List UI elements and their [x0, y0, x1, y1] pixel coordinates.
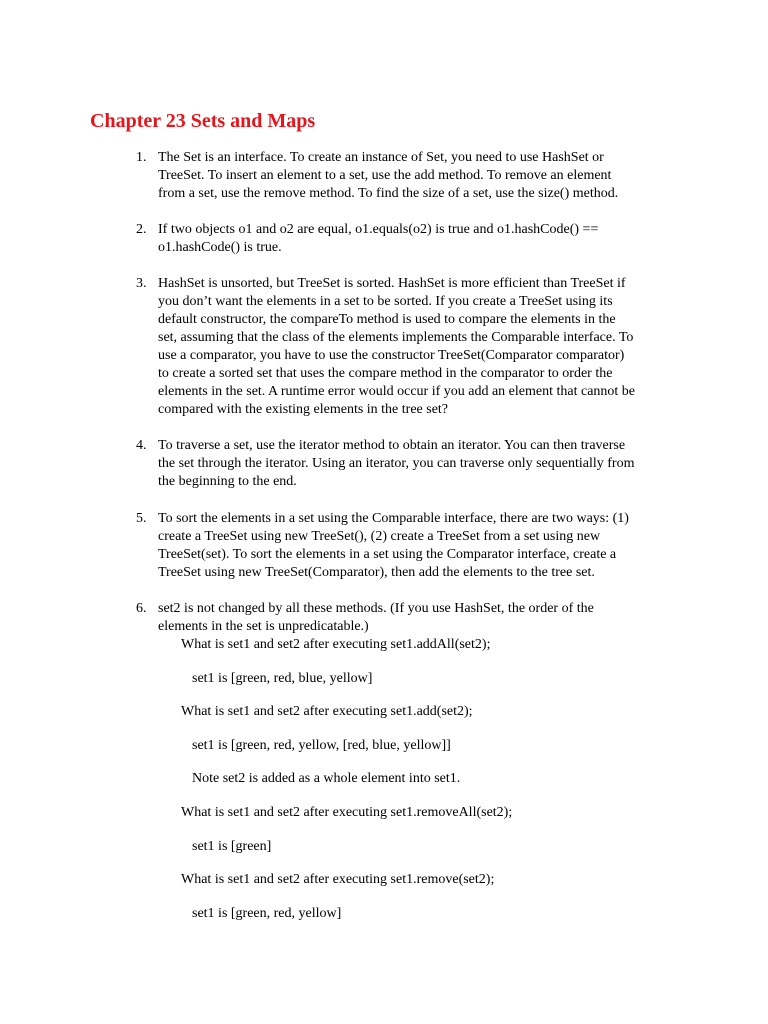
- list-item-text: [158, 149, 688, 203]
- text-line: to create a sorted set that uses the compare method in the comparator to order the: [158, 366, 613, 381]
- text-line: TreeSet(set). To sort the elements in a set using the Comparator interface, create a: [158, 547, 617, 562]
- text-line: you don’t want the elements in a set to be sorted. If you create a TreeSet using its: [158, 294, 613, 309]
- text-line: set, assuming that the class of the elements implements the Comparable interface. To: [158, 330, 634, 345]
- text-line: The Set is an interface. To create an instance of Set, you need to use HashSet or: [158, 150, 604, 165]
- text-line: default constructor, the compareTo method is used to compare the elements in the: [158, 312, 616, 327]
- list-item-text: [158, 275, 688, 419]
- sub-question: What is set1 and set2 after executing set1.remove(set2);: [181, 872, 495, 887]
- list-item-number: 3.: [136, 276, 147, 291]
- sub-question: What is set1 and set2 after executing set1.removeAll(set2);: [181, 805, 513, 820]
- sub-question: What is set1 and set2 after executing set1.addAll(set2);: [181, 637, 491, 652]
- text-line: To traverse a set, use the iterator method to obtain an iterator. You can then traverse: [158, 438, 626, 453]
- text-line: the beginning to the end.: [158, 474, 297, 489]
- text-line: elements in the set is unpredicatable.): [158, 619, 369, 634]
- list-item-text: [158, 600, 688, 636]
- list-item-number: 2.: [136, 222, 147, 237]
- text-line: TreeSet using new TreeSet(Comparator), then add the elements to the tree set.: [158, 565, 595, 580]
- sub-note: Note set2 is added as a whole element into set1.: [192, 771, 461, 786]
- list-item-number: 4.: [136, 438, 147, 453]
- text-line: compared with the existing elements in the tree set?: [158, 402, 449, 417]
- list-item-number: 1.: [136, 150, 147, 165]
- text-line: use a comparator, you have to use the constructor TreeSet(Comparator comparator): [158, 348, 625, 363]
- text-line: o1.hashCode() is true.: [158, 240, 282, 255]
- sub-answer: set1 is [green, red, yellow, [red, blue, yellow]]: [192, 738, 451, 753]
- text-line: the set through the iterator. Using an iterator, you can traverse only sequentially from: [158, 456, 635, 471]
- text-line: set2 is not changed by all these methods. (If you use HashSet, the order of the: [158, 601, 594, 616]
- sub-answer: set1 is [green, red, yellow]: [192, 906, 342, 921]
- text-line: To sort the elements in a set using the Comparable interface, there are two ways: (1): [158, 511, 629, 526]
- text-line: elements in the set. A runtime error would occur if you add an element that cannot be: [158, 384, 636, 399]
- list-item-text: [158, 437, 688, 491]
- text-line: TreeSet. To insert an element to a set, use the add method. To remove an element: [158, 168, 612, 183]
- text-line: from a set, use the remove method. To find the size of a set, use the size() method.: [158, 186, 619, 201]
- list-item-text: [158, 510, 688, 582]
- text-line: HashSet is unsorted, but TreeSet is sorted. HashSet is more efficient than TreeSet if: [158, 276, 626, 291]
- list-item-text: [158, 221, 688, 257]
- chapter-title: Chapter 23 Sets and Maps: [90, 110, 316, 132]
- text-line: If two objects o1 and o2 are equal, o1.equals(o2) is true and o1.hashCode() ==: [158, 222, 599, 237]
- sub-answer: set1 is [green]: [192, 839, 272, 854]
- list-item-number: 6.: [136, 601, 147, 616]
- list-item-number: 5.: [136, 511, 147, 526]
- sub-answer: set1 is [green, red, blue, yellow]: [192, 671, 373, 686]
- text-line: create a TreeSet using new TreeSet(), (2) create a TreeSet from a set using new: [158, 529, 601, 544]
- sub-question: What is set1 and set2 after executing set1.add(set2);: [181, 704, 473, 719]
